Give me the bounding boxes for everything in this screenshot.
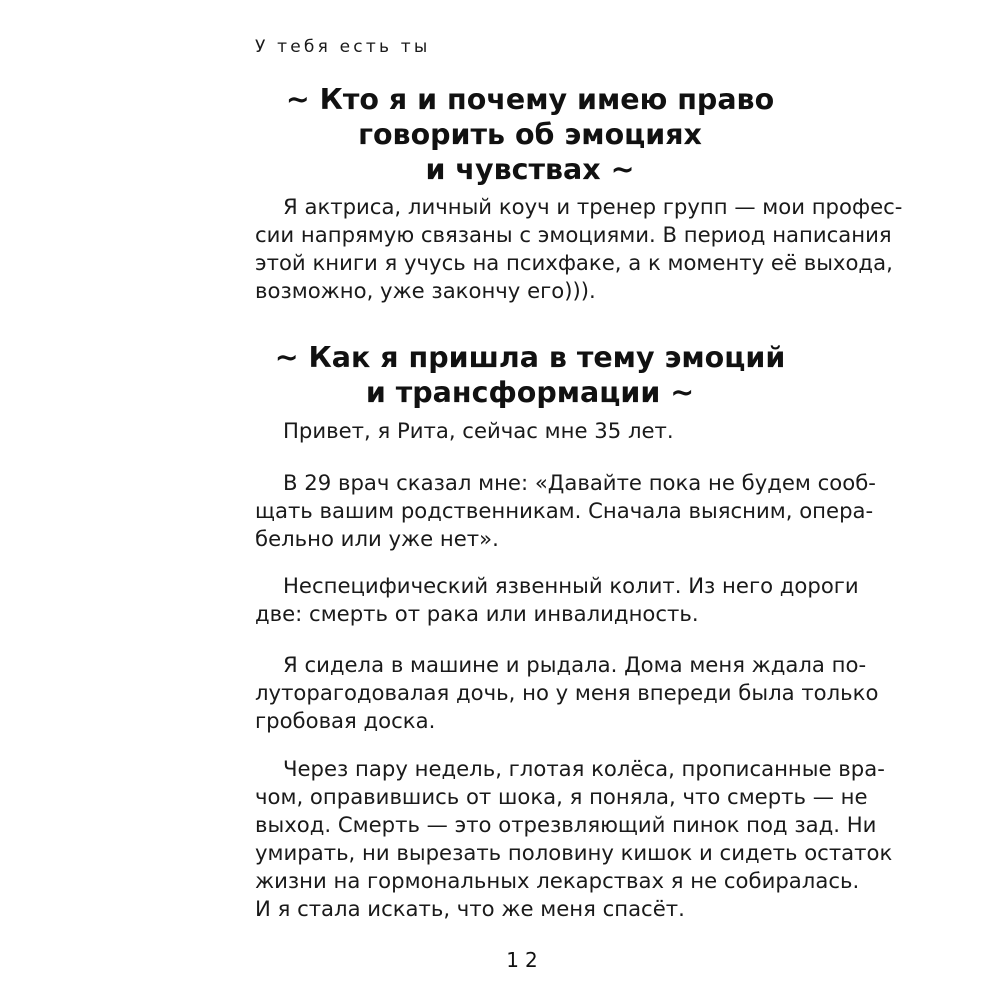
paragraph-line: чом, оправившись от шока, я поняла, что смерть — не bbox=[255, 784, 868, 809]
paragraph-diagnosis bbox=[255, 572, 859, 628]
page-number: 12 bbox=[506, 948, 544, 972]
paragraph-decision bbox=[255, 755, 893, 923]
paragraph-line: Я сидела в машине и рыдала. Дома меня ждала по- bbox=[283, 652, 867, 677]
heading-line: говорить об эмоциях bbox=[358, 118, 702, 151]
paragraph-line: возможно, уже закончу его))). bbox=[255, 278, 596, 303]
paragraph-profession bbox=[255, 193, 903, 305]
paragraph-line: В 29 врач сказал мне: «Давайте пока не будем сооб- bbox=[283, 470, 876, 495]
paragraph-line: умирать, ни вырезать половину кишок и сидеть остаток bbox=[255, 840, 893, 865]
paragraph-doctor bbox=[255, 469, 876, 553]
paragraph-line: этой книги я учусь на психфаке, а к моменту её выхода, bbox=[255, 250, 893, 275]
heading-line: ~ Как я пришла в тему эмоций bbox=[274, 341, 786, 374]
paragraph-line: выход. Смерть — это отрезвляющий пинок под зад. Ни bbox=[255, 812, 877, 837]
heading-line: и чувствах ~ bbox=[425, 153, 635, 186]
paragraph-greeting bbox=[255, 417, 810, 445]
paragraph-line: бельно или уже нет». bbox=[255, 526, 499, 551]
paragraph-line: сии напрямую связаны с эмоциями. В период написания bbox=[255, 222, 892, 247]
paragraph-line: Привет, я Рита, сейчас мне 35 лет. bbox=[283, 418, 674, 443]
section-heading-how-i-came bbox=[255, 340, 805, 410]
paragraph-line: луторагодовалая дочь, но у меня впереди была только bbox=[255, 680, 879, 705]
paragraph-line: Я актриса, личный коуч и тренер групп — мои профес- bbox=[283, 194, 903, 219]
paragraph-line: Неспецифический язвенный колит. Из него дороги bbox=[283, 573, 859, 598]
paragraph-line: Через пару недель, глотая колёса, прописанные вра- bbox=[283, 756, 885, 781]
heading-line: и трансформации ~ bbox=[365, 376, 695, 409]
paragraph-line: две: смерть от рака или инвалидность. bbox=[255, 601, 699, 626]
paragraph-car bbox=[255, 651, 879, 735]
paragraph-line: И я стала искать, что же меня спасёт. bbox=[255, 896, 685, 921]
paragraph-line: гробовая доска. bbox=[255, 708, 436, 733]
heading-line: ~ Кто я и почему имею право bbox=[285, 83, 775, 116]
paragraph-line: жизни на гормональных лекарствах я не собиралась. bbox=[255, 868, 860, 893]
running-head: У тебя есть ты bbox=[255, 37, 431, 57]
paragraph-line: щать вашим родственникам. Сначала выясним, опера- bbox=[255, 498, 874, 523]
section-heading-who-am-i bbox=[255, 82, 805, 187]
